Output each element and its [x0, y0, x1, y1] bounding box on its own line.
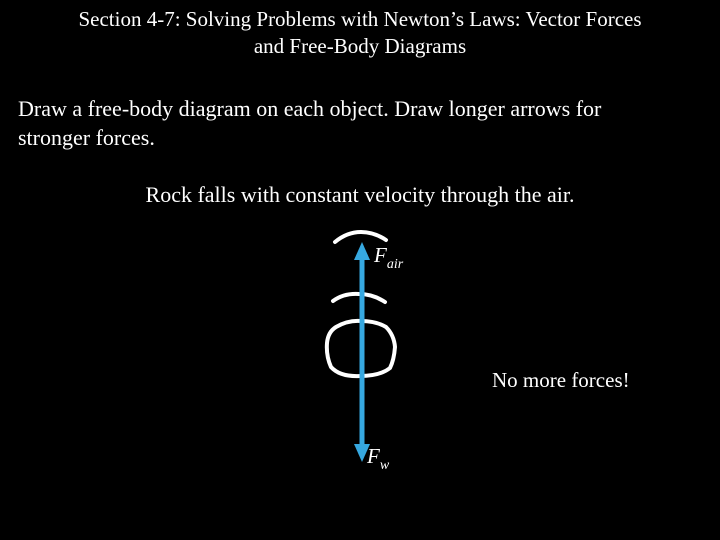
- scenario-text: Rock falls with constant velocity through the air.: [145, 182, 575, 207]
- air-resistance-arrow-head: [354, 242, 370, 260]
- air-resistance-subscript: air: [386, 257, 404, 272]
- motion-line-upper: [335, 232, 386, 242]
- air-resistance-label: [374, 243, 403, 277]
- air-resistance-symbol: F: [374, 243, 387, 267]
- weight-label: [367, 444, 389, 478]
- motion-line-lower: [333, 294, 385, 302]
- weight-symbol: F: [367, 444, 380, 468]
- slide-title-line-2: and Free-Body Diagrams: [253, 34, 467, 58]
- slide-title-line-1: Section 4-7: Solving Problems with Newton’s Laws: Vector Forces: [78, 7, 642, 31]
- instructions-line-2: stronger forces.: [18, 125, 155, 150]
- no-more-forces-note: No more forces!: [492, 368, 630, 392]
- instructions-line-1: Draw a free-body diagram on each object. Draw longer arrows for: [18, 96, 602, 121]
- weight-subscript: w: [379, 458, 390, 473]
